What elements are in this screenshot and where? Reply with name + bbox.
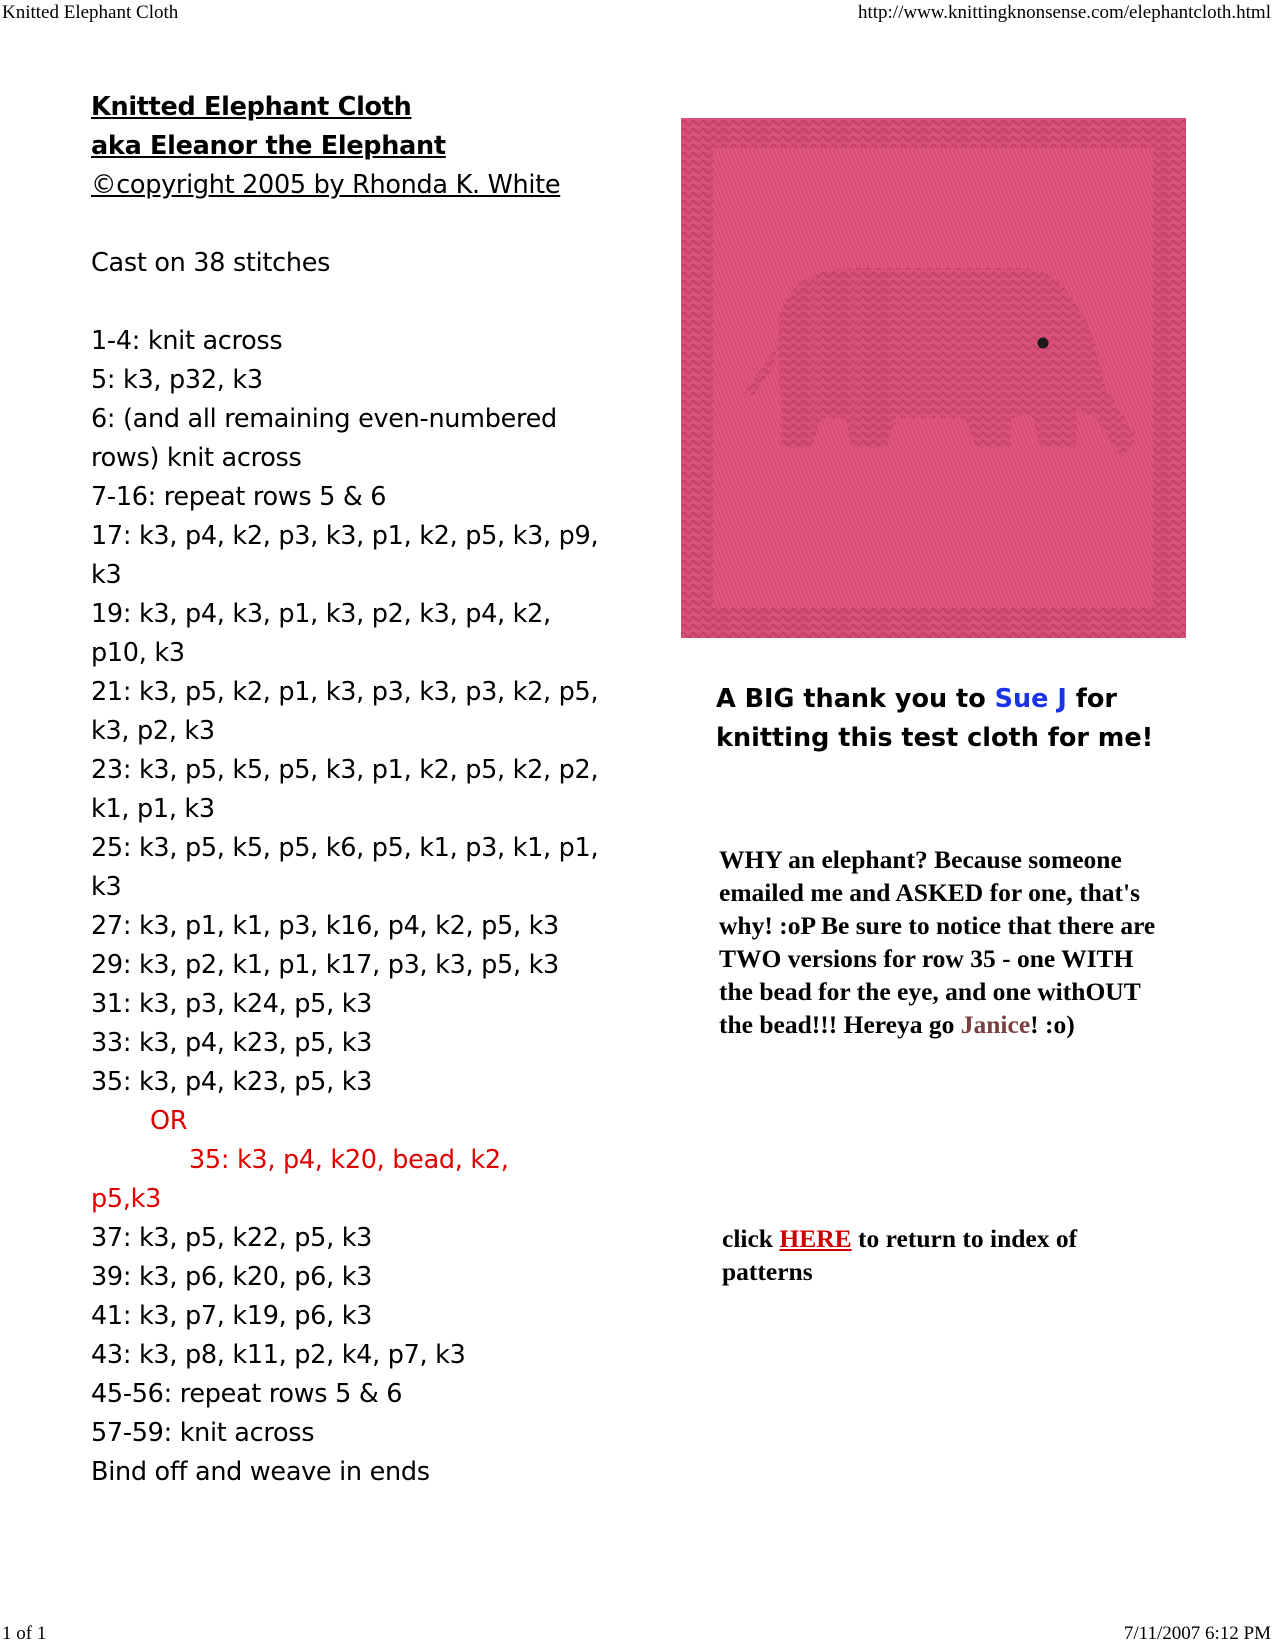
pattern-row: 23: k3, p5, k5, p5, k3, p1, k2, p5, k2, p2, k1, p1, k3	[91, 755, 599, 824]
pattern-rows-end	[91, 1219, 611, 1492]
page-header-title: Knitted Elephant Cloth	[2, 2, 179, 23]
pattern-row: 5: k3, p32, k3	[91, 365, 263, 395]
pattern-row: 45-56: repeat rows 5 & 6	[91, 1379, 403, 1409]
thanks-name: Sue J	[994, 684, 1067, 714]
page-header-url: http://www.knittingknonsense.com/elephantcloth.html	[857, 2, 1271, 23]
pattern-row: 17: k3, p4, k2, p3, k3, p1, k2, p5, k3, p9, k3	[91, 521, 599, 590]
pattern-row: 1-4: knit across	[91, 326, 283, 356]
pattern-row: Bind off and weave in ends	[91, 1457, 430, 1487]
return-to-index: click HERE to return to index of patterns	[722, 1224, 1078, 1286]
print-datetime: 7/11/2007 6:12 PM	[1123, 1623, 1271, 1644]
elephant-cloth-photo	[681, 118, 1186, 638]
cast-on-instruction: Cast on 38 stitches	[91, 248, 331, 278]
pattern-column	[91, 88, 611, 1492]
pattern-row: 21: k3, p5, k2, p1, k3, p3, k3, p3, k2, p5, k3, p2, k3	[91, 677, 599, 746]
alt-row-35: 35: k3, p4, k20, bead, k2,	[189, 1145, 509, 1175]
pattern-aka: aka Eleanor the Elephant	[91, 131, 446, 161]
why-elephant-note: WHY an elephant? Because someone emailed me and ASKED for one, that's why! :oP Be sure to notice that there are TWO versions for row 35 - one WITH the bead for the eye, and one withOUT the bead!!! Hereya go Janice! :o)	[719, 845, 1156, 1039]
pattern-row: 41: k3, p7, k19, p6, k3	[91, 1301, 373, 1331]
pattern-row: 29: k3, p2, k1, p1, k17, p3, k3, p5, k3	[91, 950, 559, 980]
pattern-row: 57-59: knit across	[91, 1418, 315, 1448]
thanks-message: A BIG thank you to Sue J for knitting this test cloth for me!	[716, 684, 1154, 753]
pattern-row: 6: (and all remaining even-numbered rows) knit across	[91, 404, 557, 473]
pattern-row: 25: k3, p5, k5, p5, k6, p5, k1, p3, k1, p1, k3	[91, 833, 599, 902]
pattern-copyright: ©copyright 2005 by Rhonda K. White	[91, 170, 561, 200]
pattern-row: 19: k3, p4, k3, p1, k3, p2, k3, p4, k2, p10, k3	[91, 599, 551, 668]
pattern-row: 35: k3, p4, k23, p5, k3	[91, 1067, 373, 1097]
pattern-row: 27: k3, p1, k1, p3, k16, p4, k2, p5, k3	[91, 911, 559, 941]
pattern-row: 37: k3, p5, k22, p5, k3	[91, 1223, 373, 1253]
pattern-row: 43: k3, p8, k11, p2, k4, p7, k3	[91, 1340, 466, 1370]
bead-eye-icon	[1038, 338, 1049, 349]
pattern-rows	[91, 322, 611, 1102]
pattern-title: Knitted Elephant Cloth	[91, 92, 412, 122]
pattern-row: 31: k3, p3, k24, p5, k3	[91, 989, 373, 1019]
or-label: OR	[150, 1106, 188, 1136]
pattern-row: 39: k3, p6, k20, p6, k3	[91, 1262, 373, 1292]
here-link[interactable]: HERE	[779, 1224, 852, 1253]
alt-row-35-continued: p5,k3	[91, 1184, 162, 1214]
pattern-row: 33: k3, p4, k23, p5, k3	[91, 1028, 373, 1058]
janice-name: Janice	[960, 1010, 1031, 1039]
pattern-row: 7-16: repeat rows 5 & 6	[91, 482, 387, 512]
page-number: 1 of 1	[2, 1623, 47, 1644]
